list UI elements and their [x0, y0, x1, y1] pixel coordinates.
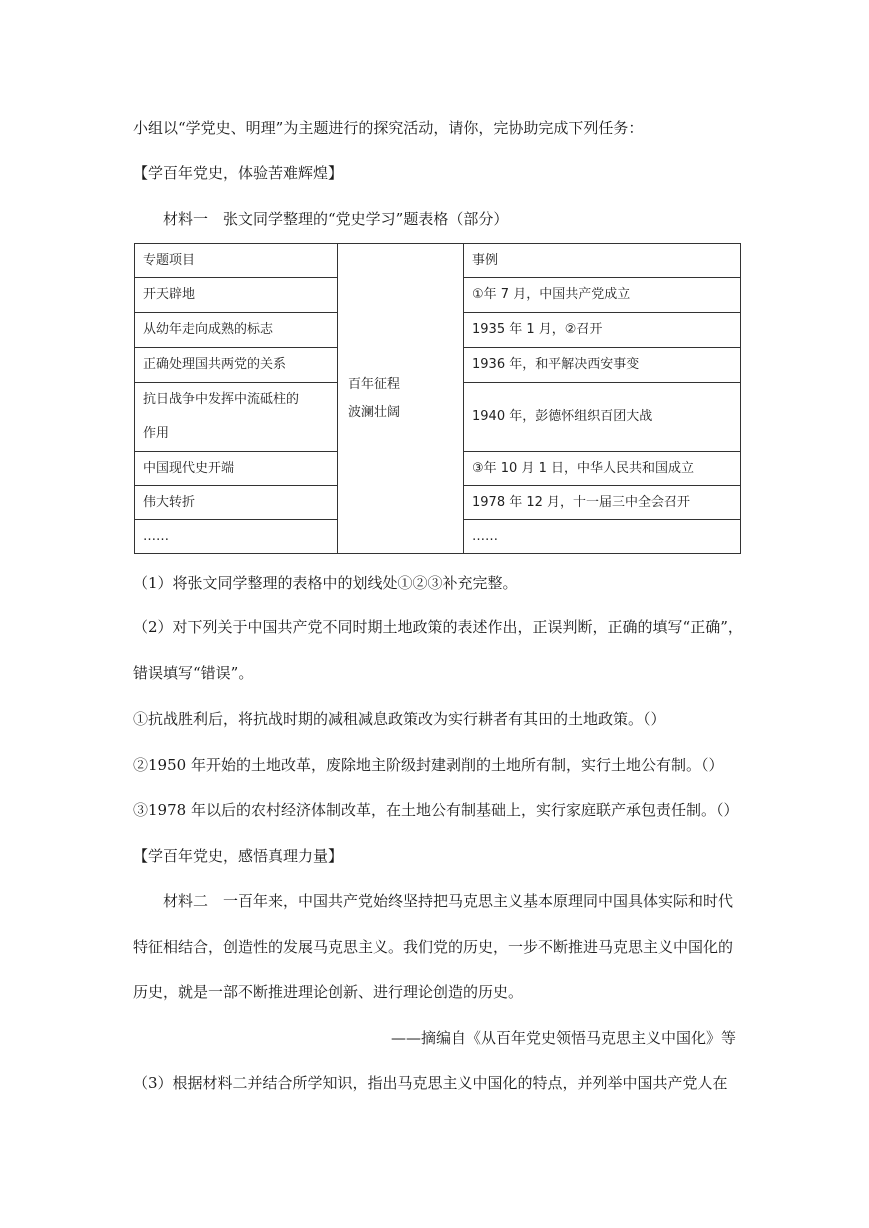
material2-line3: 历史，就是一部不断推进理论创新、进行理论创造的历史。 — [133, 983, 524, 1001]
example-cell: …… — [464, 520, 741, 554]
question-2-line2: 错误填写“错误”。 — [133, 664, 254, 682]
material2-line2: 特征相结合，创造性的发展马克思主义。我们党的历史，一步不断推进马克思主义中国化的 — [133, 938, 734, 956]
topic-cell-line2: 作用 — [143, 426, 170, 441]
question-3: （3）根据材料二并结合所学知识，指出马克思主义中国化的特点，并列举中国共产党人在 — [133, 1074, 728, 1092]
question-1: （1）将张文同学整理的表格中的划线处①②③补充完整。 — [133, 574, 518, 592]
material1-caption: 材料一 张文同学整理的“党史学习”题表格（部分） — [163, 210, 509, 228]
intro-text: 小组以“学党史、明理”为主题进行的探究活动，请你，完协助完成下列任务： — [133, 119, 644, 137]
topic-cell: 中国现代史开端 — [135, 452, 338, 486]
question-2-line1: （2）对下列关于中国共产党不同时期土地政策的表述作出，正误判断，正确的填写“正确”， — [133, 618, 743, 636]
topic-cell-line1: 抗日战争中发挥中流砥柱的 — [143, 392, 300, 407]
header-example: 事例 — [464, 244, 741, 278]
section1-heading: 【学百年党史，体验苦难辉煌】 — [133, 164, 344, 182]
topic-cell: 从幼年走向成熟的标志 — [135, 313, 338, 348]
example-cell: 1935 年 1 月，②召开 — [464, 313, 741, 348]
question-2-item2: ②1950 年开始的土地改革，废除地主阶级封建剥削的土地所有制，实行土地公有制。（） — [133, 756, 724, 774]
section2-heading: 【学百年党史，感悟真理力量】 — [133, 847, 344, 865]
example-cell: 1940 年，彭德怀组织百团大战 — [464, 383, 741, 452]
question-2-item3: ③1978 年以后的农村经济体制改革，在土地公有制基础上，实行家庭联产承包责任制。（） — [133, 801, 739, 819]
party-history-table — [134, 243, 741, 554]
example-cell: ①年 7 月，中国共产党成立 — [464, 278, 741, 313]
material2-line1: 材料二 一百年来，中国共产党始终坚持把马克思主义基本原理同中国具体实际和时代 — [163, 892, 734, 910]
topic-cell — [135, 383, 338, 452]
topic-cell: 伟大转折 — [135, 486, 338, 520]
header-topic: 专题项目 — [135, 244, 338, 278]
example-cell: 1936 年，和平解决西安事变 — [464, 348, 741, 383]
table-header-row — [135, 244, 741, 278]
topic-cell: …… — [135, 520, 338, 554]
material2-source: ——摘编自《从百年党史领悟马克思主义中国化》等 — [390, 1029, 736, 1047]
example-cell: ③年 10 月 1 日，中华人民共和国成立 — [464, 452, 741, 486]
topic-cell: 正确处理国共两党的关系 — [135, 348, 338, 383]
middle-label-line2: 波澜壮阔 — [348, 404, 401, 420]
middle-label-line1: 百年征程 — [348, 376, 401, 392]
topic-cell: 开天辟地 — [135, 278, 338, 313]
question-2-item1: ①抗战胜利后，将抗战时期的减租减息政策改为实行耕者有其田的土地政策。（） — [133, 710, 666, 728]
middle-label — [338, 244, 464, 554]
example-cell: 1978 年 12 月，十一届三中全会召开 — [464, 486, 741, 520]
